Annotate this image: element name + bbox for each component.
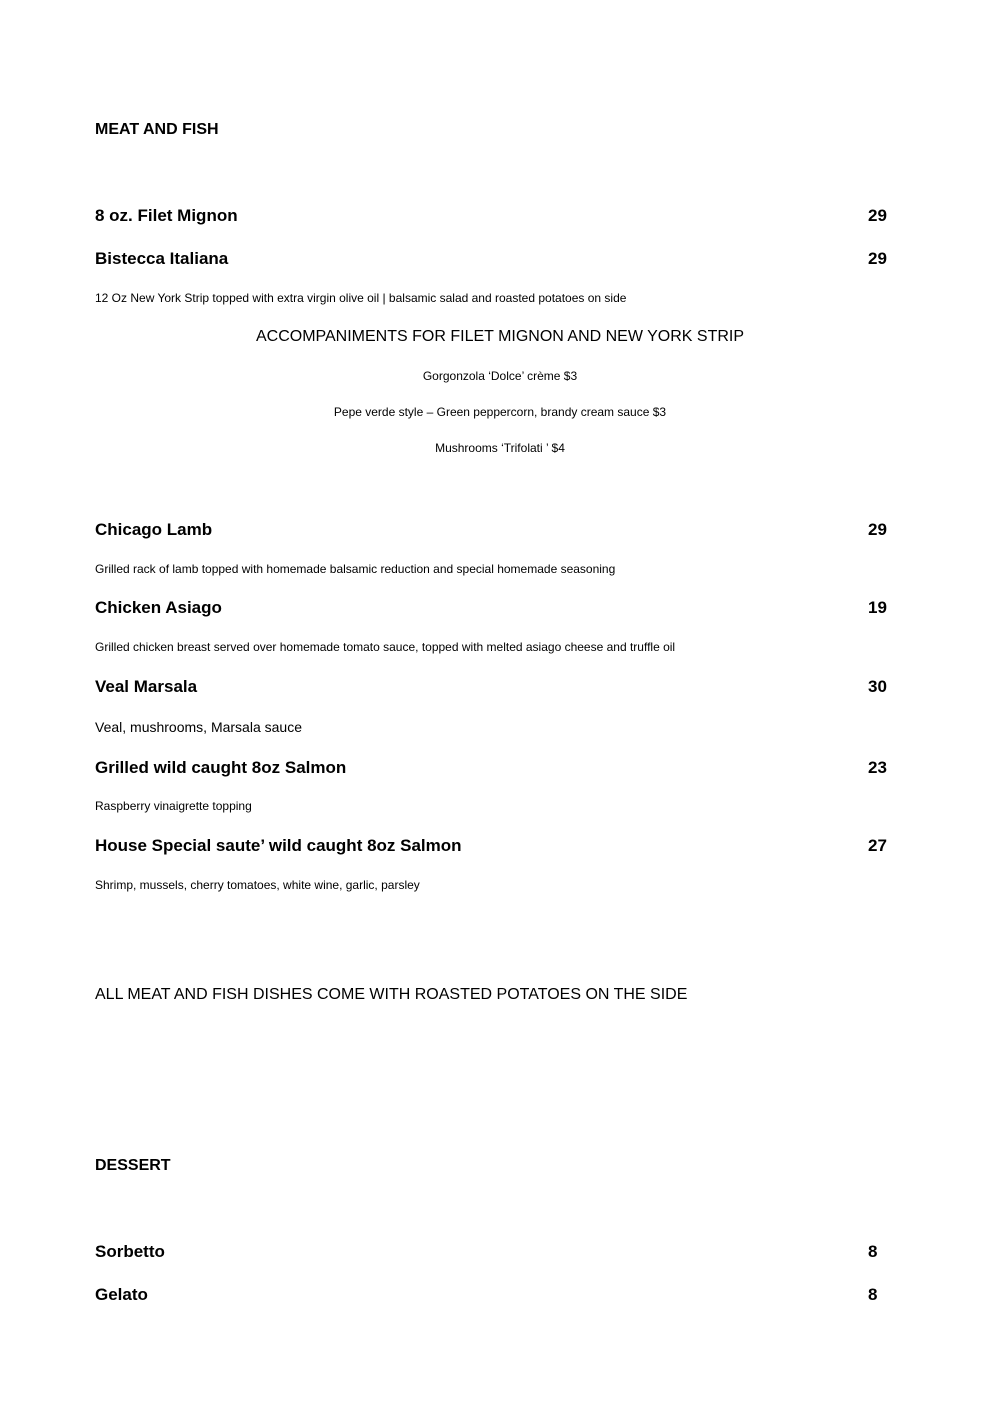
section-title-meat-fish: MEAT AND FISH [95,121,219,138]
accompaniment-item: Pepe verde style – Green peppercorn, brandy cream sauce $3 [333,405,667,419]
item-price: 8 [868,1242,878,1261]
item-price: 29 [868,206,887,225]
item-description: 12 Oz New York Strip topped with extra virgin olive oil | balsamic salad and roasted potatoes on side [95,291,627,305]
accompaniment-item: Gorgonzola ‘Dolce’ crème $3 [422,369,578,383]
item-price: 19 [868,598,887,617]
item-name: Grilled wild caught 8oz Salmon [95,758,347,777]
item-name: 8 oz. Filet Mignon [95,206,238,225]
item-description: Shrimp, mussels, cherry tomatoes, white wine, garlic, parsley [95,878,420,892]
accompaniment-item: Mushrooms ‘Trifolati ’ $4 [435,441,565,455]
item-description: Veal, mushrooms, Marsala sauce [95,719,302,735]
accompaniments-title: ACCOMPANIMENTS FOR FILET MIGNON AND NEW YORK STRIP [255,328,745,345]
side-note: ALL MEAT AND FISH DISHES COME WITH ROASTED POTATOES ON THE SIDE [95,986,688,1003]
item-price: 29 [868,249,887,268]
item-name: Chicken Asiago [95,598,222,617]
item-price: 30 [868,677,887,696]
item-price: 29 [868,520,887,539]
section-title-dessert: DESSERT [95,1157,171,1174]
item-description: Raspberry vinaigrette topping [95,799,252,813]
item-name: Bistecca Italiana [95,249,229,268]
item-price: 23 [868,758,887,777]
item-price: 27 [868,836,887,855]
item-name: Gelato [95,1285,148,1304]
item-name: Veal Marsala [95,677,198,696]
item-name: Chicago Lamb [95,520,213,539]
item-name: House Special saute’ wild caught 8oz Salmon [95,836,462,855]
item-description: Grilled rack of lamb topped with homemade balsamic reduction and special homemade seasoning [95,562,616,576]
item-name: Sorbetto [95,1242,165,1261]
item-description: Grilled chicken breast served over homemade tomato sauce, topped with melted asiago cheese and truffle oil [95,640,676,654]
item-price: 8 [868,1285,878,1304]
